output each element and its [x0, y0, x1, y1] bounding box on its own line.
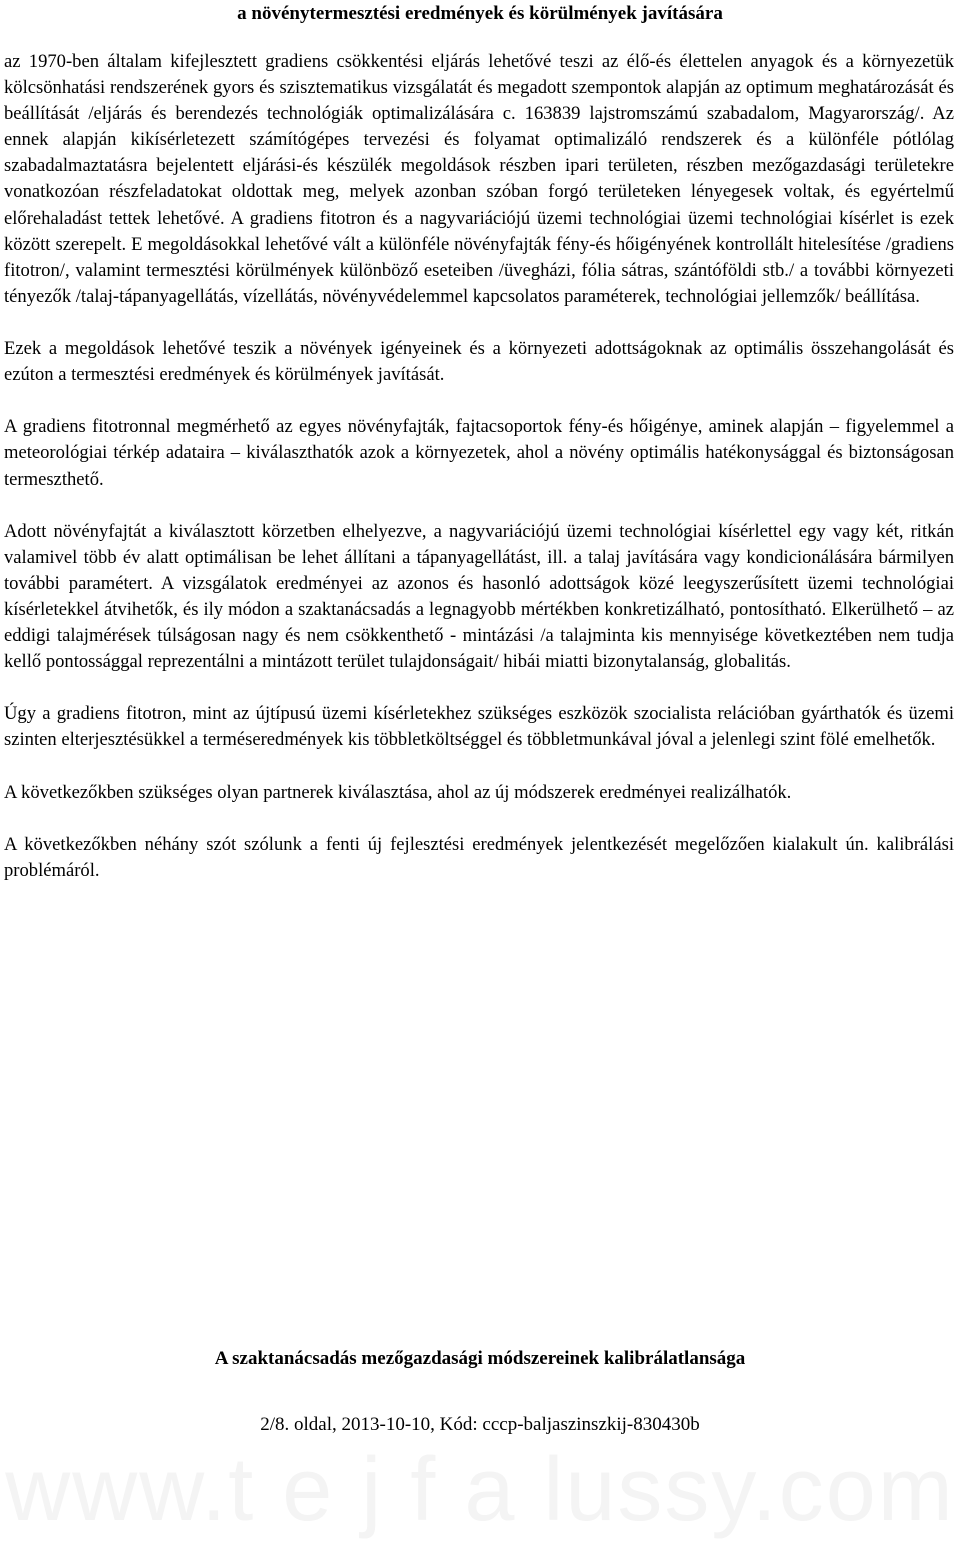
paragraph-manufacturing: Úgy a gradiens fitotron, mint az újtípusú üzemi kísérletekhez szükséges eszközök szocialista relációban gyárthatók és üzemi szinten elterjesztésükkel a terméseredmények kis többletköltséggel és többletmunkával jóval a jelenlegi szint fölé emelhetők. [4, 703, 954, 751]
paragraph-field-experiments: Adott növényfajtát a kiválasztott körzetben elhelyezve, a nagyvariációjú üzemi technológiai kísérlettel egy vagy két, ritkán valamivel több év alatt optimálisan be lehet állítani a tápanyagellátást, ill. a talaj javítására vagy kondicionálására bármilyen további paramétert. A vizsgálatok eredményei az azonos és hasonló adottságok közé leegyszerűsített üzemi technológiai kísérletekkel átvihetők, és ily módon a szaktanácsadás a legnagyobb mértékben konkretizálható, pontosítható. Elkerülhető – az eddigi talajmérések túlságosan nagy és nem csökkenthető - mintázási /a talajminta kis mennyisége következtében nem tudja kellő pontossággal reprezentálni a mintázott terület tulajdonságait/ hibái miatti bizonytalanság, globalitás. [4, 520, 954, 673]
page-footer: 2/8. oldal, 2013-10-10, Kód: cccp-baljaszinszkij-830430b [260, 1414, 700, 1435]
paragraph-partners: A következőkben szükséges olyan partnerek kiválasztása, ahol az új módszerek eredményei realizálhatók. [4, 781, 792, 803]
section-heading: A szaktanácsadás mezőgazdasági módszereinek kalibrálatlansága [214, 1348, 746, 1369]
paragraph-calibration-intro: A következőkben néhány szót szólunk a fenti új fejlesztési eredmények jelentkezését megelőzően kialakult ún. kalibrálási problémáról. [4, 833, 954, 881]
watermark-text: www.t e j f a lussy.com [5, 1440, 955, 1540]
document-title: a növénytermesztési eredmények és körülmények javítására [237, 3, 723, 24]
paragraph-phytotron-measurement: A gradiens fitotronnal megmérhető az egyes növényfajták, fajtacsoportok fény-és hőigénye, aminek alapján – figyelemmel a meteorológiai térkép adataira – kiválaszthatók azok a környezetek, ahol a növény optimális hatékonysággal és biztonságosan termeszthető. [4, 416, 954, 490]
document-body [4, 49, 954, 884]
paragraph-gradient-method: az 1970-ben általam kifejlesztett gradiens csökkentési eljárás lehetővé teszi az élő-és élettelen anyagok és a környezetük kölcsönhatási rendszerének gyors és szisztematikus vizsgálatát és megadott szempontok alapján az optimum meghatározását és beállítását /eljárás és berendezés technológiák optimalizálására c. 163839 lajstromszámú szabadalom, Magyarország/. Az ennek alapján kikísérletezett számítógépes tervezési és folyamat optimalizáló rendszerek és a különféle pótlólag szabadalmaztatásra bejelentett eljárási-és készülék megoldások részben ipari területen, részben mezőgazdasági területekre vonatkozóan részfeladatokat oldottak meg, melyek azonban szóban forgó területeken lényegesek voltak, és egyértelmű előrehaladást tettek lehetővé. A gradiens fitotron és a nagyvariációjú üzemi technológiai üzemi technológiai kísérlet is ezek között szerepelt. E megoldásokkal lehetővé vált a különféle növényfajták fény-és hőigényének kontrollált hitelesítése /gradiens fitotron/, valamint termesztési körülmények különböző eseteiben /üvegházi, fólia sátras, szántóföldi stb./ a további környezeti tényezők /talaj-tápanyagellátás, vízellátás, növényvédelemmel kapcsolatos paraméterek, technológiai jellemzők/ beállítása. [4, 51, 954, 307]
paragraph-solutions-benefit: Ezek a megoldások lehetővé teszik a növények igényeinek és a környezeti adottságoknak az optimális összehangolását és ezúton a termesztési eredmények és körülmények javítását. [4, 338, 954, 386]
